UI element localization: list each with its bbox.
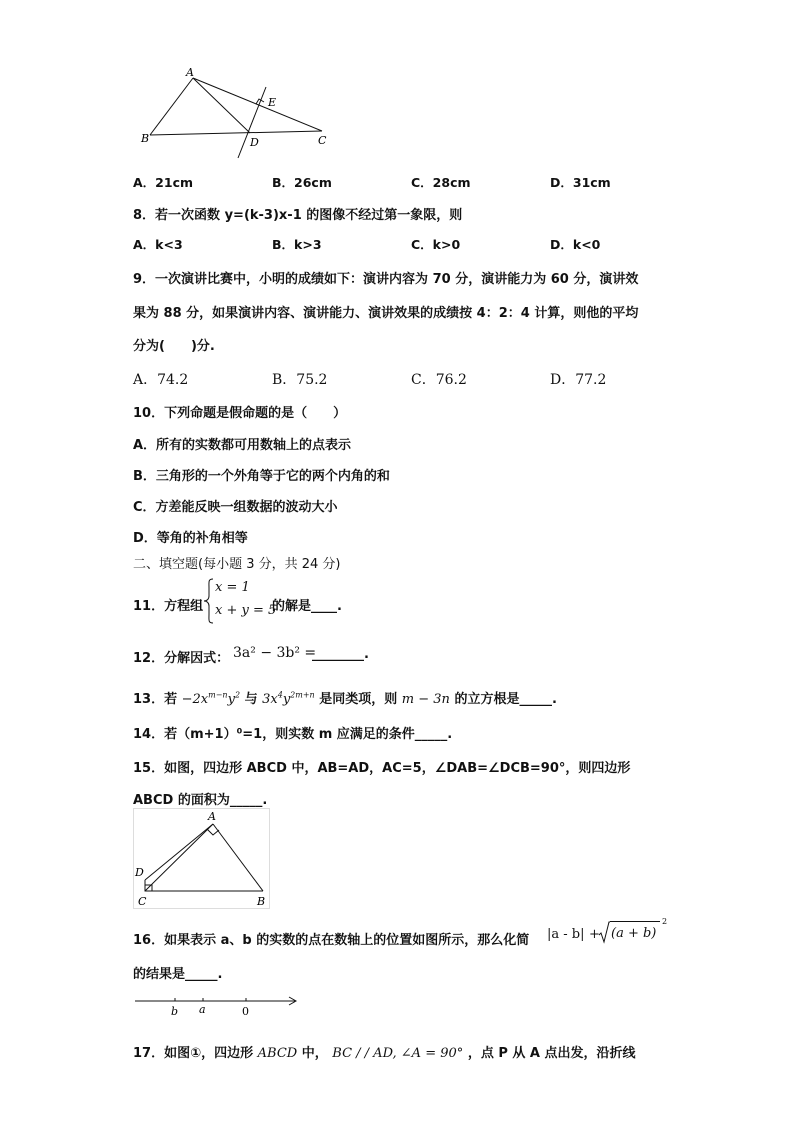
q11-equation-2: x + y = 5 — [215, 603, 277, 618]
q17-line — [133, 1042, 636, 1061]
q17-condition: BC / / AD, ∠A = 90° — [332, 1046, 464, 1061]
q9-option-a[interactable]: A．74.2 — [133, 372, 189, 388]
q11-equation-1: x = 1 — [215, 580, 250, 595]
q16-abs-expression: |a - b| — [547, 927, 585, 942]
q16-label-a: a — [199, 1003, 206, 1016]
q13-expression: m − 3n — [401, 692, 450, 707]
q12-prefix: 12．分解因式： — [133, 651, 230, 666]
q12-blank[interactable]: ________. — [312, 647, 369, 662]
q7-segment-ab — [150, 78, 193, 135]
q8-option-b[interactable]: B．k>3 — [272, 237, 322, 252]
q16-radicand: (a + b) — [611, 926, 657, 941]
q13-suffix[interactable]: 的立方根是_____. — [454, 692, 557, 707]
q8-option-d[interactable]: D．k<0 — [550, 237, 601, 252]
q7-label-c: C — [318, 134, 327, 147]
q7-label-b: B — [141, 132, 150, 145]
q9-stem-line3: 分为( )分. — [133, 339, 215, 354]
q13-and: 与 — [244, 692, 258, 707]
q13-line — [133, 688, 557, 707]
q10-stem: 10．下列命题是假命题的是（ ） — [133, 406, 347, 421]
q9-option-c[interactable]: C．76.2 — [411, 372, 467, 388]
q15-stem-line1: 15．如图，四边形 ABCD 中，AB=AD，AC=5，∠DAB=∠DCB=90°，则四边形 — [133, 761, 631, 776]
q17-mid: 中， — [301, 1046, 328, 1061]
q12-expression: 3a² − 3b² = — [233, 645, 317, 661]
q16-sqrt-sign — [598, 921, 610, 945]
q16-radicand-exponent: 2 — [662, 917, 668, 926]
q11-suffix: 的解是____. — [272, 599, 342, 614]
q8-stem: 8．若一次函数 y=(k-3)x-1 的图像不经过第一象限，则 — [133, 208, 463, 223]
q13-term-2: $3x^4y^{2m+n}$ — [262, 690, 315, 707]
q7-option-d[interactable]: D．31cm — [550, 175, 611, 190]
q13-prefix: 13．若 — [133, 692, 178, 707]
q15-label-c: C — [138, 895, 147, 908]
q10-option-c[interactable]: C．方差能反映一组数据的波动大小 — [133, 500, 338, 515]
q15-label-a: A — [208, 810, 216, 823]
q8-option-c[interactable]: C．k>0 — [411, 237, 461, 252]
q7-option-c[interactable]: C．28cm — [411, 175, 471, 190]
q9-option-d[interactable]: D．77.2 — [550, 372, 607, 388]
q11-prefix: 11．方程组 — [133, 599, 204, 614]
q8-option-a[interactable]: A．k<3 — [133, 237, 183, 252]
q7-option-b[interactable]: B．26cm — [272, 175, 332, 190]
q7-option-a[interactable]: A．21cm — [133, 175, 194, 190]
q17-prefix: 17．如图①，四边形 — [133, 1046, 254, 1061]
q9-stem-line2: 果为 88 分，如果演讲内容、演讲能力、演讲效果的成绩按 4：2：4 计算，则他的平均 — [133, 306, 639, 321]
q16-number-line — [133, 990, 301, 1020]
q16-label-zero: 0 — [242, 1005, 249, 1018]
q15-segment-ac — [145, 824, 213, 891]
q16-stem-line1: 16．如果表示 a、b 的实数的点在数轴上的位置如图所示，那么化简 — [133, 933, 530, 948]
q14-stem[interactable]: 14．若（m+1）⁰=1，则实数 m 应满足的条件_____. — [133, 727, 453, 742]
q10-option-d[interactable]: D．等角的补角相等 — [133, 531, 248, 546]
q7-segment-ac — [193, 78, 322, 131]
q9-option-b[interactable]: B．75.2 — [272, 372, 328, 388]
q10-option-a[interactable]: A．所有的实数都可用数轴上的点表示 — [133, 438, 352, 453]
q15-segment-da — [145, 824, 213, 880]
q16-sqrt-bar — [610, 921, 660, 923]
q7-label-e: E — [268, 96, 277, 109]
q15-quadrilateral-figure — [133, 808, 273, 910]
q9-stem-line1: 9．一次演讲比赛中，小明的成绩如下：演讲内容为 70 分，演讲能力为 60 分，演讲效 — [133, 272, 639, 287]
q15-stem-line2[interactable]: ABCD 的面积为_____. — [133, 793, 268, 808]
q11-brace — [203, 578, 215, 624]
q16-plus: + — [589, 927, 600, 942]
q16-stem-line2[interactable]: 的结果是_____. — [133, 967, 223, 982]
q7-segment-bc — [150, 131, 322, 135]
q7-triangle-figure — [130, 62, 340, 162]
q13-text: 是同类项，则 — [319, 692, 398, 707]
q17-quad: ABCD — [257, 1046, 298, 1061]
q13-term-1: $-2x^{m-n}y^2$ — [181, 690, 241, 707]
q17-suffix: ，点 P 从 A 点出发，沿折线 — [467, 1046, 636, 1061]
q15-segment-ab — [213, 824, 263, 891]
q7-label-d: D — [250, 136, 259, 149]
q7-label-a: A — [186, 66, 194, 79]
section-2-heading: 二、填空题(每小题 3 分，共 24 分) — [133, 557, 341, 572]
q10-option-b[interactable]: B．三角形的一个外角等于它的两个内角的和 — [133, 469, 390, 484]
q7-segment-ad — [193, 78, 250, 133]
q15-label-b: B — [257, 895, 266, 908]
q15-label-d: D — [135, 866, 144, 879]
q16-label-b: b — [171, 1005, 179, 1018]
